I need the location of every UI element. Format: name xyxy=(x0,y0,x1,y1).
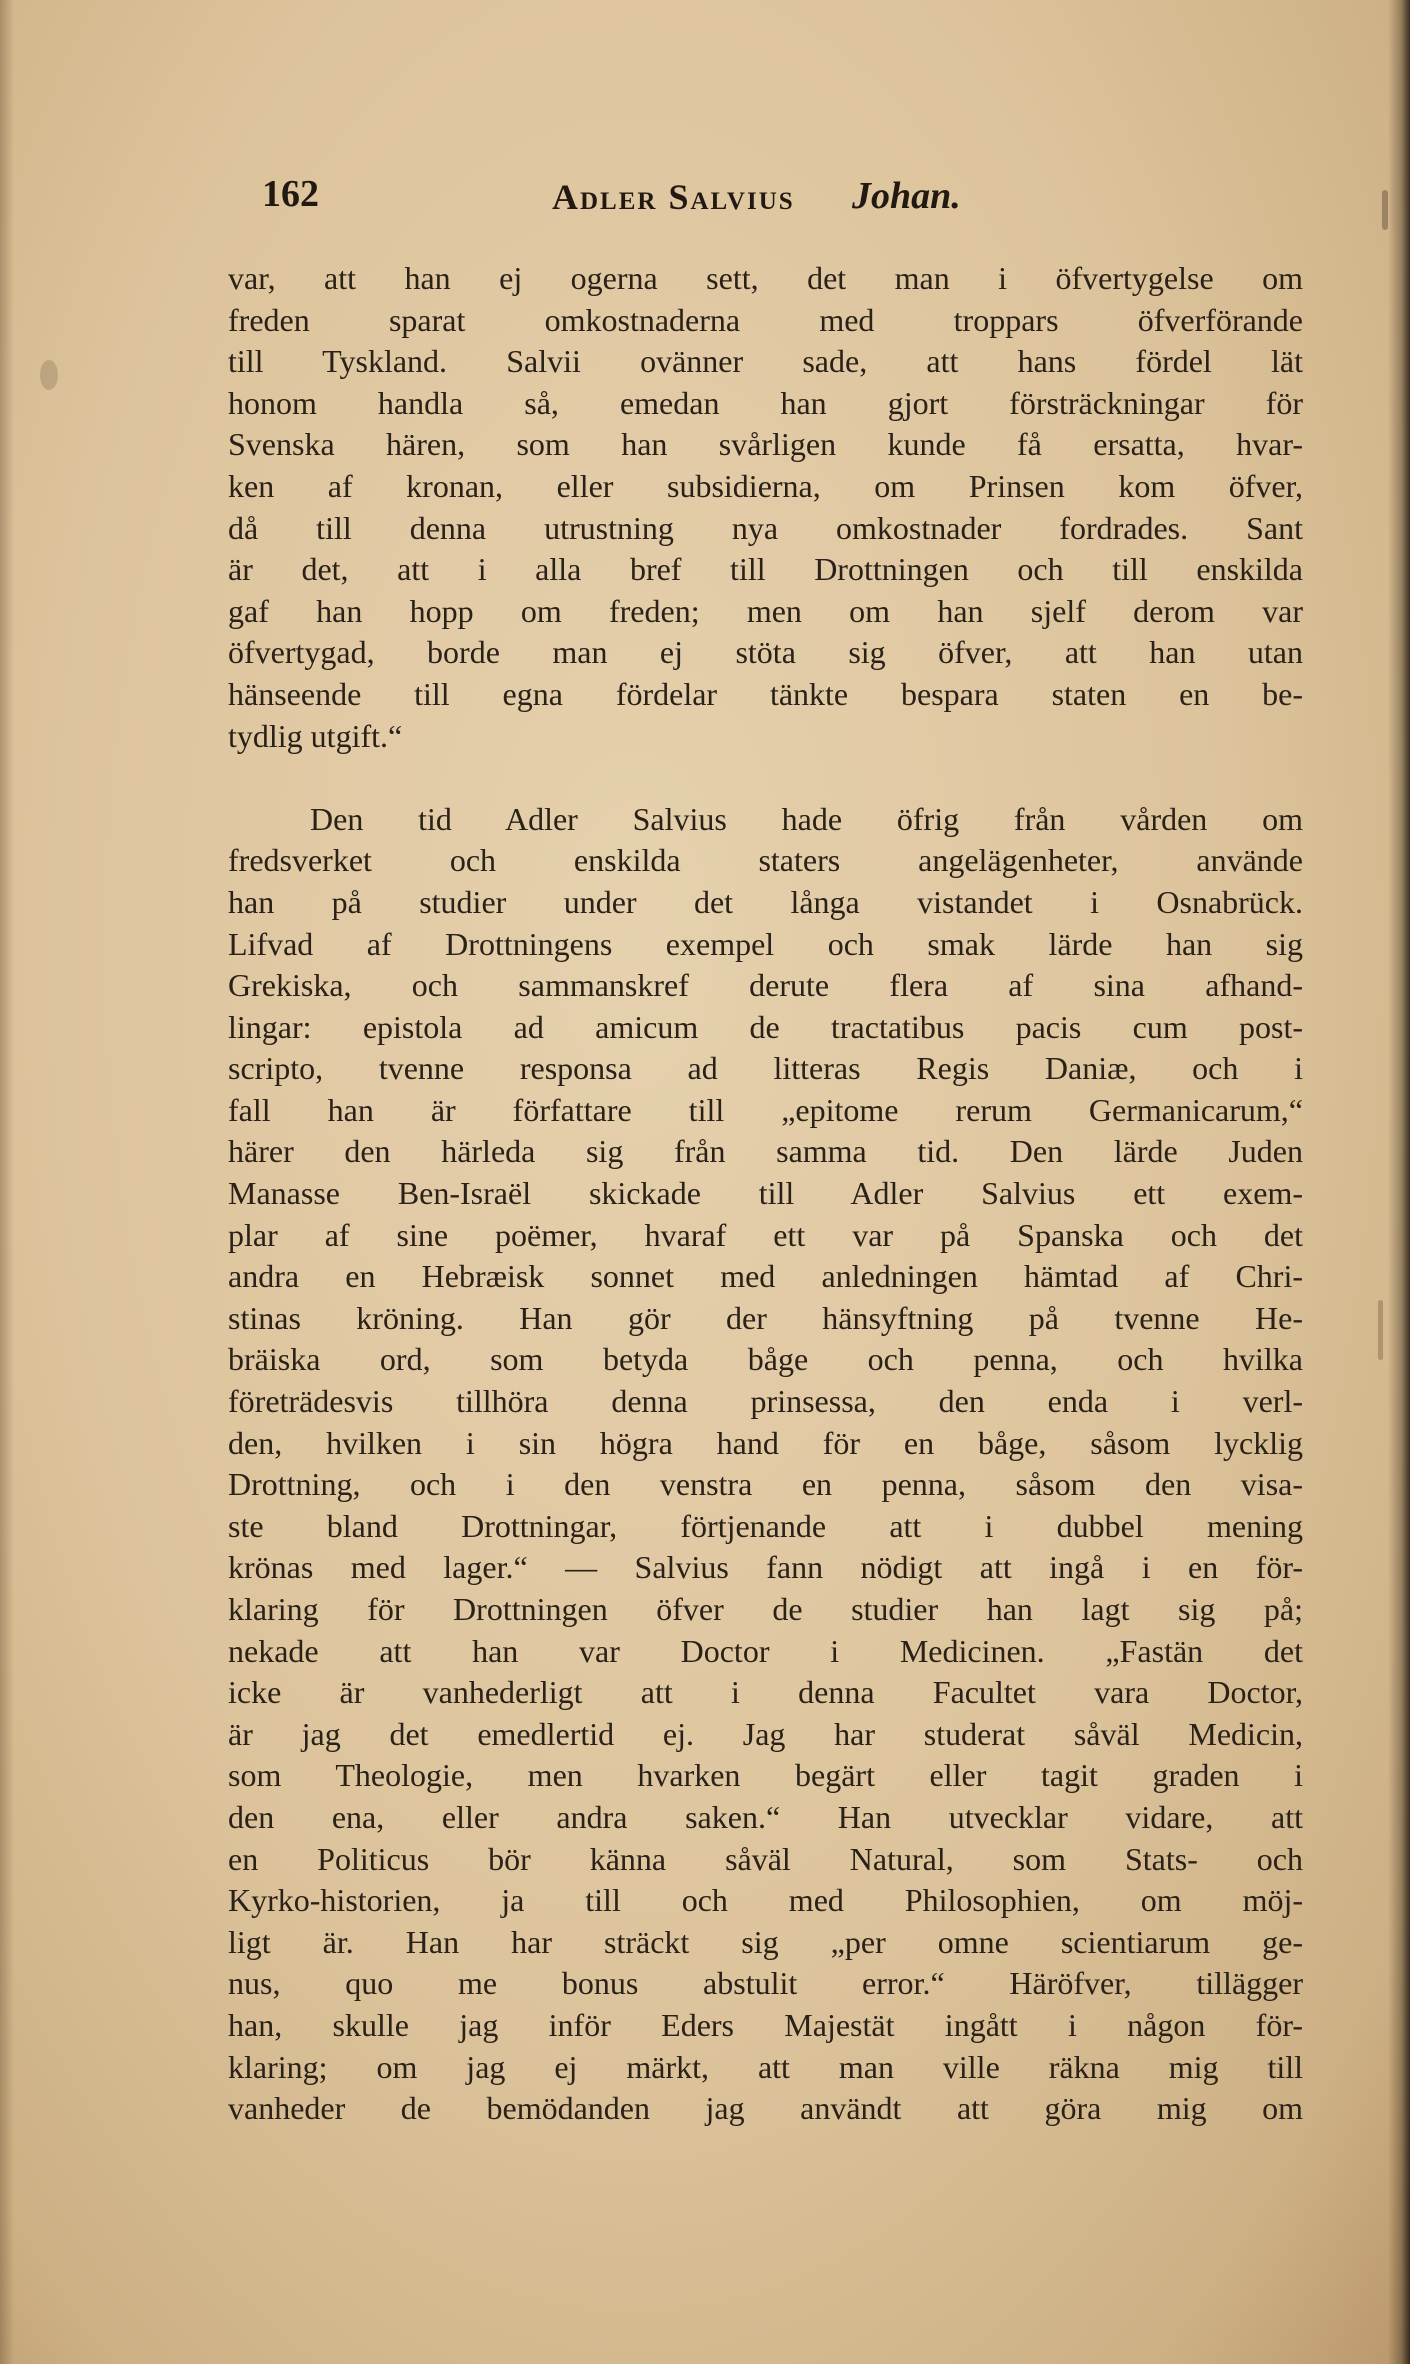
text-line: är jag det emedlertid ej. Jag har studerat såväl Medicin, xyxy=(228,1715,1303,1752)
text-line: Svenska hären, som han svårligen kunde få ersatta, hvar- xyxy=(228,426,1303,463)
text-line: hänseende till egna fördelar tänkte bespara staten en be- xyxy=(228,675,1303,712)
text-line: han, skulle jag inför Eders Majestät ingått i någon för- xyxy=(228,2006,1303,2043)
text-line: Den tid Adler Salvius hade öfrig från vården om xyxy=(310,800,1303,837)
text-line: krönas med lager.“ — Salvius fann nödigt att ingå i en för- xyxy=(228,1549,1303,1586)
text-line: honom handla så, emedan han gjort försträckningar för xyxy=(228,384,1303,421)
text-line: lingar: epistola ad amicum de tractatibus pacis cum post- xyxy=(228,1008,1303,1045)
body-text xyxy=(228,258,1303,2130)
running-head-subtitle: Johan. xyxy=(852,175,961,217)
running-header xyxy=(262,172,1312,232)
paragraph xyxy=(228,799,1303,2130)
text-line: härer den härleda sig från samma tid. Den lärde Juden xyxy=(228,1133,1303,1170)
running-head-title: Adler Salvius xyxy=(552,177,795,217)
text-line: bräiska ord, som betyda båge och penna, och hvilka xyxy=(228,1341,1303,1378)
text-line: är det, att i alla bref till Drottningen och till enskilda xyxy=(228,551,1303,588)
text-line: till Tyskland. Salvii ovänner sade, att hans fördel lät xyxy=(228,343,1303,380)
text-line: Manasse Ben-Israël skickade till Adler Salvius ett exem- xyxy=(228,1175,1303,1212)
paper-speck xyxy=(40,360,58,390)
text-line: han på studier under det långa vistandet i Osnabrück. xyxy=(228,883,1303,920)
text-line: Grekiska, och sammanskref derute flera af sina afhand- xyxy=(228,967,1303,1004)
text-line: klaring för Drottningen öfver de studier han lagt sig på; xyxy=(228,1591,1303,1627)
text-line: freden sparat omkostnaderna med troppars öfverförande xyxy=(228,301,1303,338)
text-line: fall han är författare till „epitome rerum Germanicarum,“ xyxy=(228,1091,1303,1128)
text-line: tydlig utgift.“ xyxy=(228,717,403,754)
paper-speck xyxy=(1378,1300,1383,1360)
text-line: då till denna utrustning nya omkostnader fordrades. Sant xyxy=(228,509,1303,546)
page-number: 162 xyxy=(262,173,319,215)
text-line: Lifvad af Drottningens exempel och smak lärde han sig xyxy=(228,925,1303,962)
text-line: klaring; om jag ej märkt, att man ville räkna mig till xyxy=(228,2048,1303,2085)
text-line: stinas kröning. Han gör der hänsyftning på tvenne He- xyxy=(228,1299,1303,1336)
text-line: ligt är. Han har sträckt sig „per omne scientiarum ge- xyxy=(228,1923,1303,1960)
text-line: nus, quo me bonus abstulit error.“ Häröfver, tillägger xyxy=(228,1965,1303,2002)
text-line: fredsverket och enskilda staters angelägenheter, använde xyxy=(228,842,1303,879)
text-line: vanheder de bemödanden jag användt att göra mig om xyxy=(228,2090,1303,2127)
text-line: ken af kronan, eller subsidierna, om Prinsen kom öfver, xyxy=(228,467,1303,504)
text-line: öfvertygad, borde man ej stöta sig öfver, att han utan xyxy=(228,634,1303,671)
paragraph-gap xyxy=(228,757,1303,799)
text-line: icke är vanhederligt att i denna Facultet vara Doctor, xyxy=(228,1674,1303,1711)
text-line: nekade att han var Doctor i Medicinen. „Fastän det xyxy=(228,1632,1303,1669)
text-line: Drottning, och i den venstra en penna, såsom den visa- xyxy=(228,1466,1303,1503)
paragraph xyxy=(228,258,1303,757)
paper-speck xyxy=(1382,190,1388,230)
text-line: Kyrko-historien, ja till och med Philosophien, om möj- xyxy=(228,1882,1303,1919)
text-line: var, att han ej ogerna sett, det man i öfvertygelse om xyxy=(228,260,1303,296)
text-line: den ena, eller andra saken.“ Han utvecklar vidare, att xyxy=(228,1798,1303,1835)
text-line: plar af sine poëmer, hvaraf ett var på Spanska och det xyxy=(228,1216,1303,1253)
text-line: den, hvilken i sin högra hand för en båge, såsom lycklig xyxy=(228,1424,1303,1461)
text-line: scripto, tvenne responsa ad litteras Regis Daniæ, och i xyxy=(228,1050,1303,1087)
text-line: företrädesvis tillhöra denna prinsessa, den enda i verl- xyxy=(228,1383,1303,1420)
page-right-edge-shadow xyxy=(1388,0,1410,2364)
text-line: en Politicus bör känna såväl Natural, som Stats- och xyxy=(228,1840,1303,1877)
text-line: ste bland Drottningar, förtjenande att i dubbel mening xyxy=(228,1507,1303,1544)
page-left-edge-shadow xyxy=(0,0,14,2364)
text-line: som Theologie, men hvarken begärt eller tagit graden i xyxy=(228,1757,1303,1794)
text-line: gaf han hopp om freden; men om han sjelf derom var xyxy=(228,592,1303,629)
text-line: andra en Hebræisk sonnet med anledningen hämtad af Chri- xyxy=(228,1258,1303,1295)
